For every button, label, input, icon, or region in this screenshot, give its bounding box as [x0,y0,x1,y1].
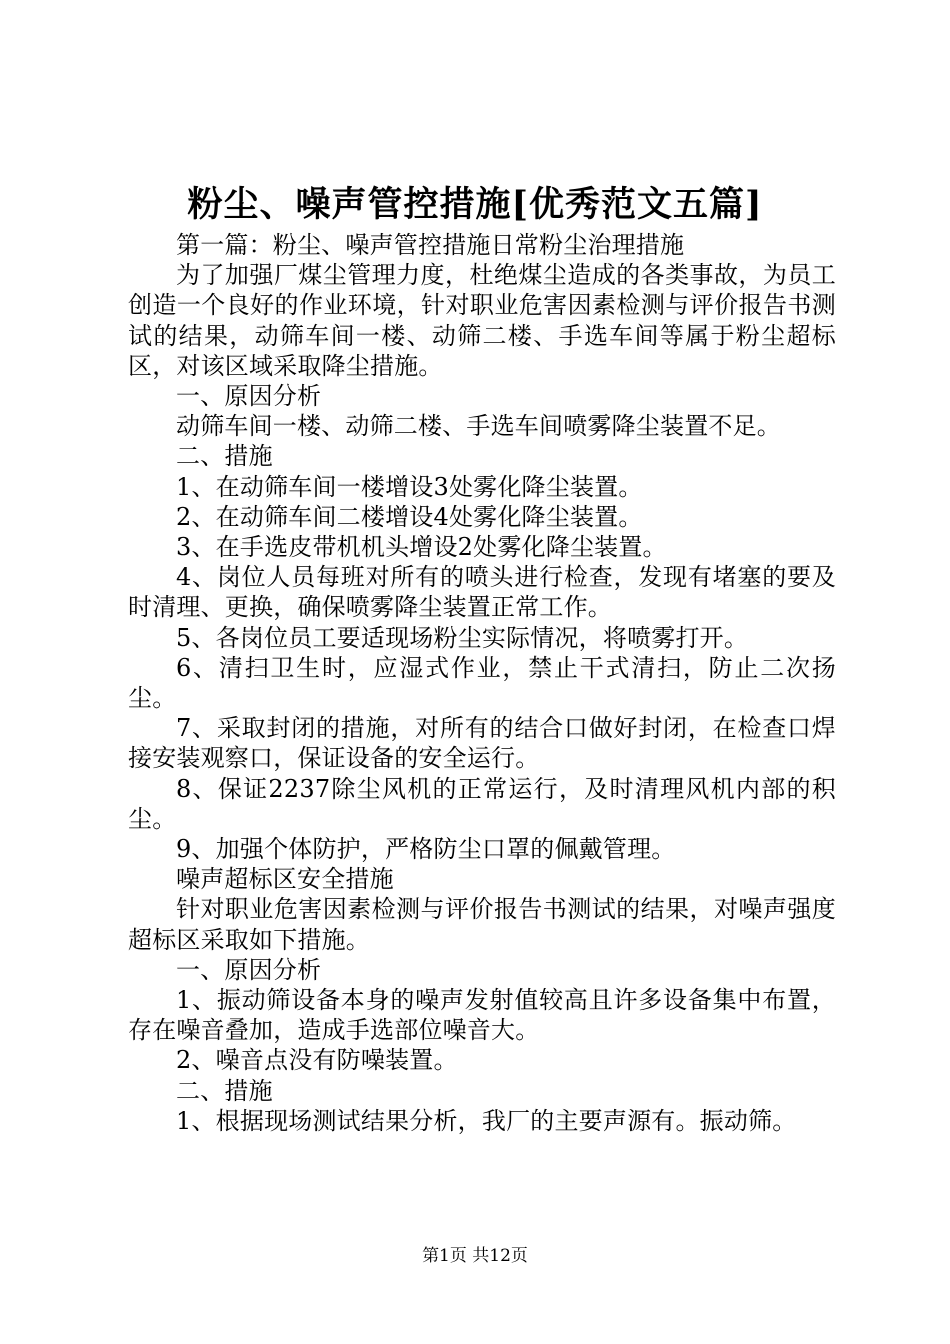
list-item: 2、噪音点没有防噪装置。 [176,1046,458,1075]
section-heading: 一、原因分析 [176,382,322,411]
page-footer: 第1页 共12页 [422,1246,528,1266]
paragraph: 针对职业危害因素检测与评价报告书测试的结果，对噪声强度超标区采取如下措施。 [128,895,836,954]
list-item: 1、在动筛车间一楼增设3处雾化降尘装置。 [176,472,643,501]
document-body [128,230,836,1136]
list-item: 5、各岗位员工要适现场粉尘实际情况，将喷雾打开。 [176,623,749,652]
section-heading: 二、措施 [176,442,273,471]
section-heading: 二、措施 [176,1076,273,1105]
list-item: 8、保证2237除尘风机的正常运行，及时清理风机内部的积尘。 [128,774,836,833]
list-item: 7、采取封闭的措施，对所有的结合口做好封闭，在检查口焊接安装观察口，保证设备的安全运行。 [128,714,836,773]
list-item: 4、岗位人员每班对所有的喷头进行检查，发现有堵塞的要及时清理、更换，确保喷雾降尘装置正常工作。 [128,563,836,622]
paragraph: 动筛车间一楼、动筛二楼、手选车间喷雾降尘装置不足。 [176,412,781,441]
list-item: 2、在动筛车间二楼增设4处雾化降尘装置。 [176,502,643,531]
list-item: 6、清扫卫生时，应湿式作业，禁止干式清扫，防止二次扬尘。 [128,653,836,713]
section-heading: 噪声超标区安全措施 [176,865,394,894]
section-heading: 一、原因分析 [176,955,322,984]
paragraph: 第一篇：粉尘、噪声管控措施日常粉尘治理措施 [176,231,685,259]
list-item: 1、根据现场测试结果分析，我厂的主要声源有。振动筛。 [176,1106,797,1135]
document-title: 粉尘、噪声管控措施[优秀范文五篇] [187,184,763,225]
list-item: 9、加强个体防护，严格防尘口罩的佩戴管理。 [176,835,676,864]
paragraph: 为了加强厂煤尘管理力度，杜绝煤尘造成的各类事故，为员工创造一个良好的作业环境，针对职业危害因素检测与评价报告书测试的结果，动筛车间一楼、动筛二楼、手选车间等属于粉尘超标区，对该区域采取降尘措施。 [128,261,836,380]
list-item: 3、在手选皮带机机头增设2处雾化降尘装置。 [176,533,667,562]
list-item: 1、振动筛设备本身的噪声发射值较高且许多设备集中布置，存在噪音叠加，造成手选部位噪音大。 [128,986,836,1045]
